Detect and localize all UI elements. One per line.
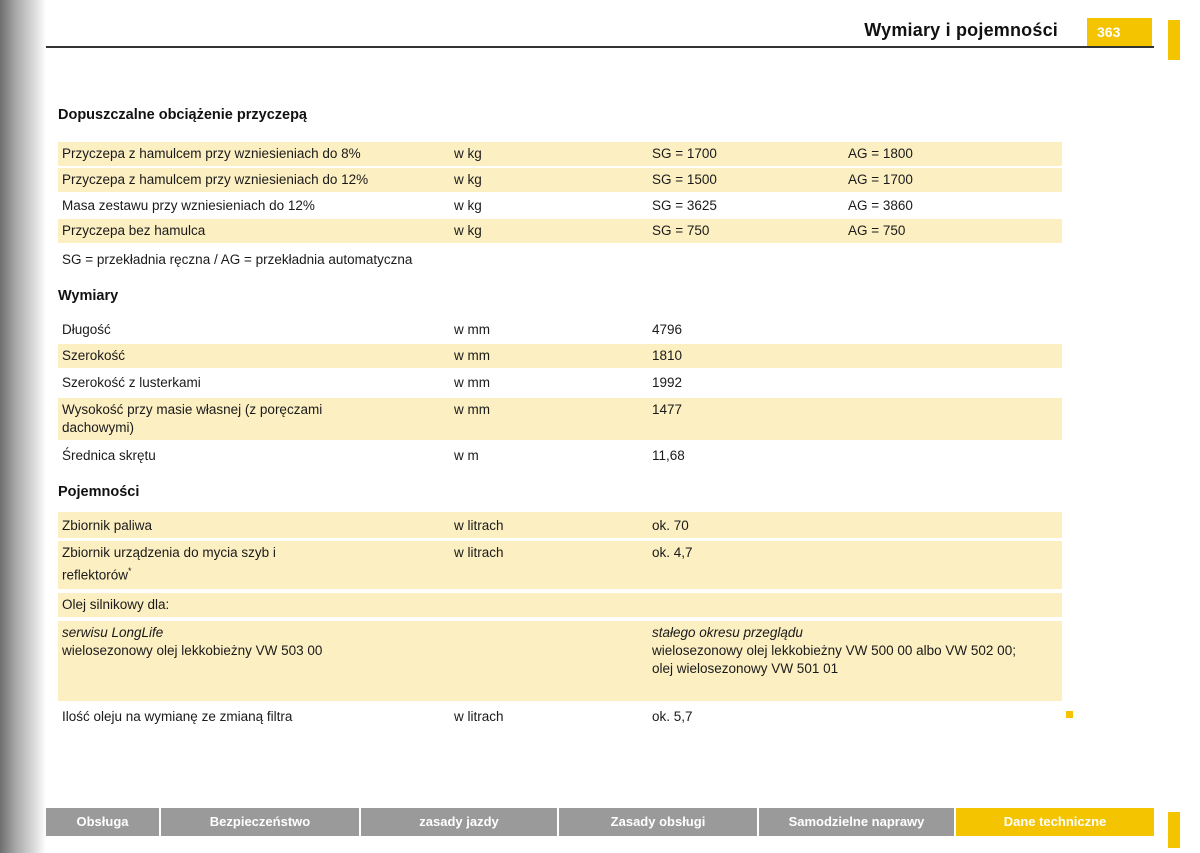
row-label: Szerokość — [62, 348, 126, 363]
row-sg-value: SG = 750 — [652, 223, 710, 238]
row-label: Średnica skrętu — [62, 448, 156, 463]
tab-zasady-obslugi[interactable]: Zasady obsługi — [559, 808, 759, 836]
oil-fixed — [652, 624, 1057, 678]
row-value: 1992 — [652, 375, 683, 390]
page-number: 363 — [1087, 18, 1152, 46]
tab-dane-techniczne[interactable]: Dane techniczne — [956, 808, 1154, 836]
row-unit: w mm — [454, 402, 490, 417]
row-label: Szerokość z lusterkami — [62, 375, 201, 390]
table-row — [58, 398, 1062, 440]
table-row — [58, 219, 1062, 243]
row-unit: w mm — [454, 348, 490, 363]
row-unit: w kg — [454, 146, 482, 161]
table-row — [58, 318, 1062, 342]
row-sg-value: SG = 3625 — [652, 198, 717, 213]
row-label: Przyczepa bez hamulca — [62, 223, 206, 238]
transmission-note: SG = przekładnia ręczna / AG = przekładnia automatyczna — [62, 252, 413, 267]
row-label: Olej silnikowy dla: — [62, 597, 170, 612]
table-row — [58, 444, 1062, 470]
table-row — [58, 541, 1062, 589]
row-sg-value: SG = 1700 — [652, 146, 717, 161]
oil-fixed-heading: stałego okresu przeglądu — [652, 625, 803, 640]
section-title-dimensions: Wymiary — [58, 288, 119, 304]
oil-longlife — [62, 624, 442, 660]
table-row — [58, 512, 1062, 538]
table-row — [58, 704, 1062, 730]
row-sg-value: SG = 1500 — [652, 172, 717, 187]
table-row — [58, 168, 1062, 192]
row-ag-value: AG = 3860 — [848, 198, 913, 213]
row-ag-value: AG = 1700 — [848, 172, 913, 187]
row-value: 11,68 — [652, 448, 685, 463]
row-value: 4796 — [652, 322, 683, 337]
header-rule — [46, 46, 1154, 48]
row-label: Przyczepa z hamulcem przy wzniesieniach do 8% — [62, 146, 361, 161]
row-unit: w litrach — [454, 545, 504, 560]
tab-bezpieczenstwo[interactable]: Bezpieczeństwo — [161, 808, 361, 836]
row-ag-value: AG = 750 — [848, 223, 906, 238]
thumb-index-marker — [1168, 20, 1180, 60]
thumb-index-marker-bottom — [1168, 812, 1180, 848]
row-label: Ilość oleju na wymianę ze zmianą filtra — [62, 709, 293, 724]
row-label: Przyczepa z hamulcem przy wzniesieniach do 12% — [62, 172, 369, 187]
row-value: 1477 — [652, 402, 683, 417]
tab-obsluga[interactable]: Obsługa — [46, 808, 161, 836]
row-unit: w litrach — [454, 709, 504, 724]
end-of-section-marker — [1066, 711, 1073, 718]
page-spine-shadow — [0, 0, 46, 853]
tab-samodzielne-naprawy[interactable]: Samodzielne naprawy — [759, 808, 956, 836]
oil-longlife-heading: serwisu LongLife — [62, 625, 164, 640]
row-value: ok. 4,7 — [652, 545, 693, 560]
row-unit: w kg — [454, 198, 482, 213]
table-row — [58, 194, 1062, 218]
table-row — [58, 142, 1062, 166]
oil-longlife-text: wielosezonowy olej lekkobieżny VW 503 00 — [62, 643, 323, 658]
section-title-trailer: Dopuszczalne obciążenie przyczepą — [58, 107, 307, 123]
table-row — [58, 344, 1062, 368]
row-unit: w litrach — [454, 518, 504, 533]
row-unit: w mm — [454, 375, 490, 390]
row-unit: w m — [454, 448, 479, 463]
row-value: ok. 5,7 — [652, 709, 693, 724]
footer-chapter-tabs — [46, 808, 1154, 836]
oil-spec-row — [58, 621, 1062, 701]
row-label: Zbiornik urządzenia do mycia szyb i reflektorów* — [62, 545, 276, 583]
row-label: Masa zestawu przy wzniesieniach do 12% — [62, 198, 315, 213]
row-value: ok. 70 — [652, 518, 689, 533]
row-unit: w kg — [454, 172, 482, 187]
tab-zasady-jazdy[interactable]: zasady jazdy — [361, 808, 559, 836]
row-value: 1810 — [652, 348, 683, 363]
row-ag-value: AG = 1800 — [848, 146, 913, 161]
row-label: Wysokość przy masie własnej (z poręczami dachowymi) — [62, 402, 323, 435]
row-label: Długość — [62, 322, 111, 337]
table-row — [58, 371, 1062, 395]
section-title-capacities: Pojemności — [58, 484, 140, 500]
oil-fixed-line2: olej wielosezonowy VW 501 01 — [652, 661, 839, 676]
row-label: Zbiornik paliwa — [62, 518, 153, 533]
row-unit: w mm — [454, 322, 490, 337]
page-title: Wymiary i pojemności — [864, 20, 1058, 40]
row-unit: w kg — [454, 223, 482, 238]
oil-fixed-line1: wielosezonowy olej lekkobieżny VW 500 00 albo VW 502 00; — [652, 643, 1016, 658]
table-row — [58, 593, 1062, 617]
